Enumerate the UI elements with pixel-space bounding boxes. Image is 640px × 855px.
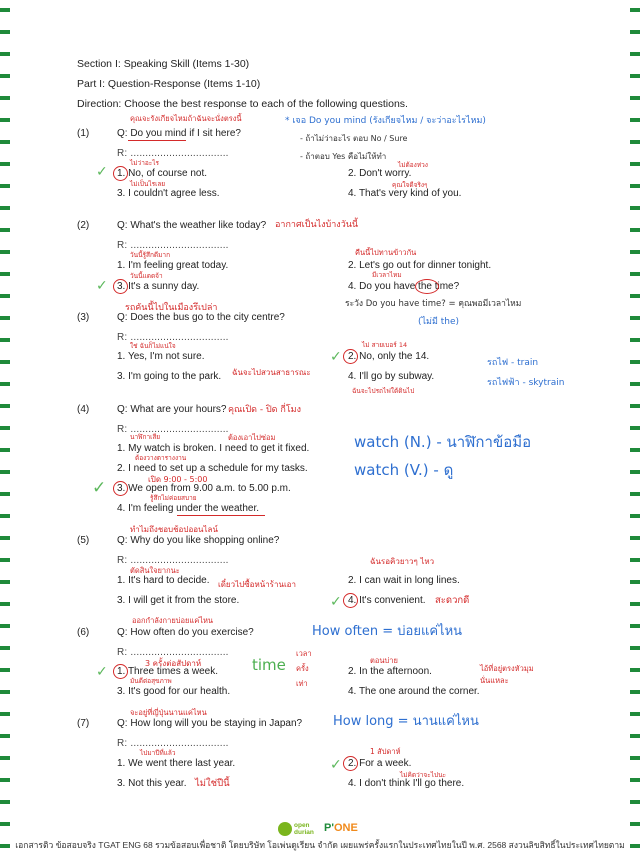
border-dash	[630, 338, 640, 342]
check-mark-icon: ✓	[96, 277, 108, 293]
question-text: Q: What's the weather like today?	[117, 220, 267, 231]
check-mark-icon: ✓	[330, 593, 342, 609]
option-4: 4. That's very kind of you.	[348, 188, 462, 199]
border-dash	[0, 140, 10, 144]
right-border-stripe	[630, 0, 640, 855]
question-text: Q: Do you mind if I sit here?	[117, 128, 241, 139]
border-dash	[630, 712, 640, 716]
question-number: (7)	[77, 718, 90, 729]
border-dash	[0, 316, 10, 320]
border-dash	[0, 184, 10, 188]
annotation-q5-opt3: เดี๋ยวไปซื้อหน้าร้านเอา	[218, 580, 296, 589]
annotation-q3-note2: รถไฟฟ้า - skytrain	[487, 378, 565, 388]
option-2: 2. I need to set up a schedule for my tasks.	[117, 463, 308, 474]
check-mark-icon: ✓	[92, 478, 107, 497]
option-3: 3. I will get it from the store.	[117, 595, 240, 606]
border-dash	[0, 690, 10, 694]
annotation-q6-time-b: ครั้ง	[296, 664, 309, 673]
border-dash	[0, 162, 10, 166]
question-text: Q: How long will you be staying in Japan?	[117, 718, 303, 729]
border-dash	[0, 74, 10, 78]
border-dash	[0, 360, 10, 364]
border-dash	[630, 162, 640, 166]
border-dash	[0, 492, 10, 496]
border-dash	[630, 668, 640, 672]
option-1: 1. I'm feeling great today.	[117, 260, 229, 271]
response-line: R: .................................	[117, 240, 229, 251]
left-border-stripe	[0, 0, 10, 855]
check-mark-icon: ✓	[330, 756, 342, 772]
option-4: 4. I'll go by subway.	[348, 371, 435, 382]
border-dash	[0, 8, 10, 12]
border-dash	[0, 536, 10, 540]
border-dash	[630, 514, 640, 518]
border-dash	[630, 140, 640, 144]
border-dash	[0, 96, 10, 100]
border-dash	[630, 492, 640, 496]
option-3: 3. I'm going to the park.	[117, 371, 222, 382]
border-dash	[0, 206, 10, 210]
border-dash	[630, 382, 640, 386]
border-dash	[0, 822, 10, 826]
border-dash	[630, 778, 640, 782]
border-dash	[630, 558, 640, 562]
border-dash	[0, 448, 10, 452]
annotation-q6-time: time	[252, 656, 286, 674]
border-dash	[630, 690, 640, 694]
check-mark-icon: ✓	[96, 663, 108, 679]
border-dash	[0, 404, 10, 408]
option-1: 1. It's hard to decide.	[117, 575, 210, 586]
part-title: Part I: Question-Response (Items 1-10)	[77, 78, 261, 90]
option-1: 1. Yes, I'm not sure.	[117, 351, 205, 362]
annotation-q7-opt3: ไม่ใช่ปีนี้	[195, 778, 230, 789]
annotation-q6-time-a: เวลา	[296, 649, 312, 658]
annotation-q2-opt1: วันนี้รู้สึกดีมาก	[130, 251, 171, 259]
border-dash	[630, 448, 640, 452]
border-dash	[0, 558, 10, 562]
border-dash	[630, 602, 640, 606]
option-2: 2. In the afternoon.	[348, 666, 432, 677]
annotation-q2-opt3: วันนี้แดดจ้า	[130, 272, 163, 280]
border-dash	[0, 668, 10, 672]
annotation-q4-translation: คุณเปิด - ปิด กี่โมง	[228, 405, 302, 415]
border-dash	[0, 800, 10, 804]
border-dash	[0, 118, 10, 122]
border-dash	[0, 52, 10, 56]
option-1: 1. No, of course not.	[117, 168, 208, 179]
option-4: 4. I'm feeling under the weather.	[117, 503, 259, 514]
annotation-q6-opt2: ตอนบ่าย	[370, 656, 398, 665]
border-dash	[0, 382, 10, 386]
border-dash	[630, 536, 640, 540]
pone-logo: P'ONE	[324, 822, 358, 834]
question-number: (5)	[77, 535, 90, 546]
question-text: Q: How often do you exercise?	[117, 627, 254, 638]
annotation-q3-opt1: ใช่ ฉันก็ไม่แน่ใจ	[130, 342, 176, 350]
annotation-q7-opt1: ไปมาปีที่แล้ว	[140, 749, 176, 757]
annotation-q7-note: How long = นานแค่ไหน	[333, 714, 479, 729]
response-line: R: .................................	[117, 424, 229, 435]
border-dash	[630, 96, 640, 100]
option-3: 3. Not this year.	[117, 778, 187, 789]
annotation-q7-opt4: ไม่คิดว่าจะไปนะ	[400, 771, 447, 779]
annotation-q2-opt4: มีเวลาไหม	[372, 271, 402, 279]
annotation-q1-opt1: ไม่ว่าอะไร	[130, 159, 160, 167]
border-dash	[630, 822, 640, 826]
annotation-q2-note: ระวัง Do you have time? = คุณพอมีเวลาไหม	[345, 299, 522, 309]
check-mark-icon: ✓	[330, 348, 342, 364]
border-dash	[630, 646, 640, 650]
question-number: (6)	[77, 627, 90, 638]
border-dash	[0, 580, 10, 584]
option-1: 1. We went there last year.	[117, 758, 236, 769]
annotation-q4-opt4: รู้สึกไม่ค่อยสบาย	[150, 494, 197, 502]
border-dash	[0, 734, 10, 738]
question-number: (3)	[77, 312, 90, 323]
option-4: 4. I don't think I'll go there.	[348, 778, 465, 789]
option-3: 3. It's good for our health.	[117, 686, 231, 697]
question-text: Q: What are your hours?	[117, 404, 227, 415]
annotation-q3-note1: รถไฟ - train	[487, 358, 539, 368]
border-dash	[0, 756, 10, 760]
question-number: (4)	[77, 404, 90, 415]
border-dash	[630, 756, 640, 760]
option-1: 1. Three times a week.	[117, 666, 218, 677]
underline-mark	[128, 140, 186, 141]
border-dash	[0, 624, 10, 628]
border-dash	[630, 426, 640, 430]
annotation-q6-opt4: ไอ้ที่อยู่ตรงหัวมุมนั่นแหละ	[480, 664, 534, 685]
border-dash	[630, 624, 640, 628]
annotation-q4-opt1b: ต้องเอาไปซ่อม	[228, 433, 276, 442]
border-dash	[630, 206, 640, 210]
annotation-q4-opt3: เปิด 9:00 - 5:00	[148, 475, 208, 484]
border-dash	[0, 338, 10, 342]
border-dash	[0, 778, 10, 782]
annotation-q7-translation: จะอยู่ที่ญี่ปุ่นนานแค่ไหน	[130, 708, 207, 717]
annotation-q3-translation: รถคันนี้ไปในเมืองรึเปล่า	[125, 303, 218, 313]
border-dash	[630, 470, 640, 474]
border-dash	[0, 30, 10, 34]
border-dash	[630, 294, 640, 298]
annotation-q6-translation: ออกกำลังกายบ่อยแค่ไหน	[132, 616, 214, 625]
option-4: 4. The one around the corner.	[348, 686, 480, 697]
option-4: 4. It's convenient.	[348, 595, 426, 606]
annotation-q1-note-b: - ถ้าตอบ Yes คือไม่ให้ทำ	[300, 152, 387, 161]
option-3: 3. It's a sunny day.	[117, 281, 200, 292]
annotation-q4-opt1: นาฬิกาเสีย	[130, 433, 161, 441]
option-2: 2. Don't worry.	[348, 168, 412, 179]
direction-text: Direction: Choose the best response to each of the following questions.	[77, 98, 408, 110]
annotation-q5-opt1: ตัดสินใจยากนะ	[130, 566, 180, 575]
annotation-q3-opt4: ฉันจะไปรถไฟใต้ดินไป	[352, 387, 415, 395]
annotation-q6-time-c: เท่า	[296, 679, 308, 688]
border-dash	[0, 514, 10, 518]
border-dash	[630, 30, 640, 34]
border-dash	[630, 316, 640, 320]
annotation-q1-note-title: * เจอ Do you mind (รังเกียจไหม / จะว่าอะไรไหม)	[285, 116, 486, 126]
annotation-q6-opt3: มันดีต่อสุขภาพ	[130, 677, 172, 685]
border-dash	[630, 250, 640, 254]
border-dash	[0, 470, 10, 474]
option-3: 3. I couldn't agree less.	[117, 188, 220, 199]
annotation-q2-note2: (ไม่มี the)	[418, 317, 460, 327]
border-dash	[0, 272, 10, 276]
annotation-q4-note2: watch (V.) - ดู	[354, 461, 454, 479]
section-title: Section I: Speaking Skill (Items 1-30)	[77, 58, 250, 70]
question-text: Q: Does the bus go to the city centre?	[117, 312, 285, 323]
border-dash	[630, 118, 640, 122]
annotation-q5-opt4: สะดวกดี	[435, 595, 470, 606]
option-1: 1. My watch is broken. I need to get it fixed.	[117, 443, 310, 454]
response-line: R: .................................	[117, 555, 229, 566]
border-dash	[630, 800, 640, 804]
border-dash	[630, 52, 640, 56]
border-dash	[630, 360, 640, 364]
response-line: R: .................................	[117, 148, 229, 159]
annotation-q2-opt2: คืนนี้ไปทานข้าวกัน	[355, 248, 417, 257]
border-dash	[0, 426, 10, 430]
annotation-q5-opt2: ฉันรอคิวยาวๆ ไหว	[370, 557, 435, 566]
border-dash	[630, 74, 640, 78]
annotation-q1-translation: คุณจะรังเกียจไหมถ้าฉันจะนั่งตรงนี้	[130, 114, 242, 123]
border-dash	[0, 294, 10, 298]
border-dash	[0, 602, 10, 606]
option-2: 2. For a week.	[348, 758, 412, 769]
option-4: 4. Do you have the time?	[348, 281, 460, 292]
annotation-q1-opt1b: ไม่เป็นไรเลย	[130, 180, 166, 188]
border-dash	[630, 228, 640, 232]
annotation-q3-opt3: ฉันจะไปสวนสาธารณะ	[232, 368, 311, 377]
annotation-q4-opt2: ต้องวางตารางงาน	[135, 454, 187, 462]
border-dash	[0, 712, 10, 716]
question-number: (2)	[77, 220, 90, 231]
annotation-q3-opt2: ไม่ สายเบอร์ 14	[362, 341, 408, 349]
annotation-q6-note: How often = บ่อยแค่ไหน	[312, 624, 463, 639]
option-2: 2. Let's go out for dinner tonight.	[348, 260, 492, 271]
border-dash	[630, 580, 640, 584]
response-line: R: .................................	[117, 738, 229, 749]
border-dash	[630, 272, 640, 276]
border-dash	[0, 250, 10, 254]
response-line: R: .................................	[117, 647, 229, 658]
border-dash	[630, 184, 640, 188]
open-durian-logo-text: open durian	[294, 822, 314, 836]
annotation-q7-opt2: 1 สัปดาห์	[370, 747, 401, 756]
annotation-q5-translation: ทำไมถึงชอบช้อปออนไลน์	[130, 525, 218, 534]
annotation-q2-translation: อากาศเป็นไงบ้างวันนี้	[275, 220, 359, 230]
border-dash	[630, 8, 640, 12]
option-2: 2. I can wait in long lines.	[348, 575, 460, 586]
response-line: R: .................................	[117, 332, 229, 343]
border-dash	[630, 734, 640, 738]
annotation-q1-note-a: - ถ้าไม่ว่าอะไร ตอบ No / Sure	[300, 134, 408, 143]
footer-copyright: เอกสารติว ข้อสอบจริง TGAT ENG 68 รวมข้อสอบเพื่อชาติ โดยบริษัท โอเพ่นดูเรียน จำกัด เผยแพร่ครั้งแรกในประเทศไทยในปี พ.ศ. 2568 สงวนลิขสิทธิ์ในประเทศไทยตาม	[15, 840, 625, 850]
annotation-q1-opt2: ไม่ต้องห่วง	[398, 161, 428, 169]
annotation-q1-opt4: คุณใจดีจริงๆ	[392, 181, 428, 189]
option-2: 2. No, only the 14.	[348, 351, 430, 362]
open-durian-logo-icon	[278, 822, 292, 836]
question-number: (1)	[77, 128, 90, 139]
option-3: 3. We open from 9.00 a.m. to 5.00 p.m.	[117, 483, 291, 494]
check-mark-icon: ✓	[96, 163, 108, 179]
border-dash	[0, 646, 10, 650]
underline-mark	[177, 515, 265, 516]
border-dash	[630, 404, 640, 408]
question-text: Q: Why do you like shopping online?	[117, 535, 280, 546]
border-dash	[0, 228, 10, 232]
mark-circle	[415, 279, 439, 294]
annotation-q4-note1: watch (N.) - นาฬิกาข้อมือ	[354, 433, 532, 451]
annotation-q6-opt1: 3 ครั้งต่อสัปดาห์	[145, 659, 202, 668]
